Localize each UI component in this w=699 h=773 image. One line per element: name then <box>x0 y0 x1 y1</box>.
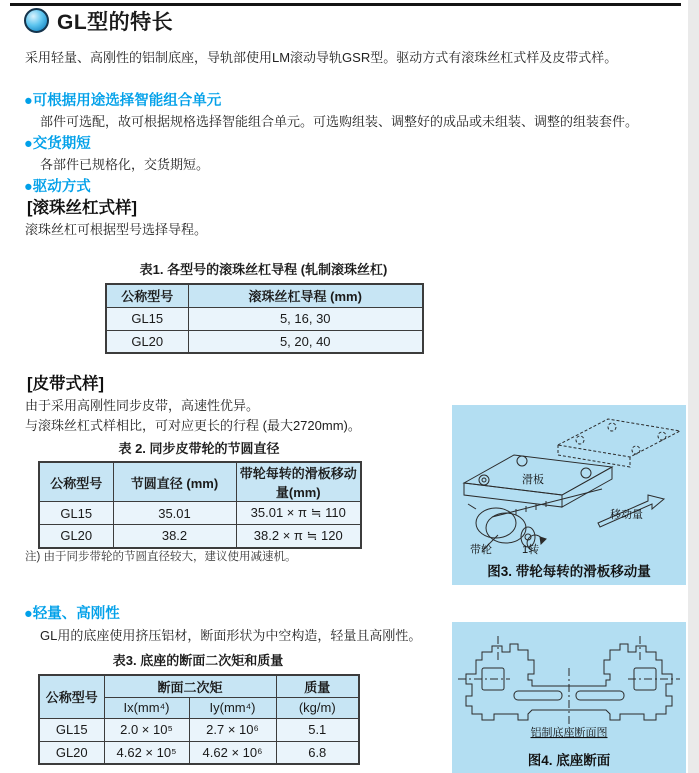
table2-pulley-diameter <box>38 461 362 549</box>
bullet-icon: ● <box>24 136 33 152</box>
paper-edge <box>688 0 699 773</box>
fig3-label-movement: 移动量 <box>610 509 643 521</box>
table3-header-moment: 断面二次矩 <box>104 675 276 697</box>
figure4-box <box>452 622 686 773</box>
ballscrew-body: 滚珠丝杠可根据型号选择导程。 <box>25 222 208 237</box>
fig4-label-section: 铝制底座断面图 <box>530 727 608 739</box>
table2-header-model: 公称型号 <box>39 462 113 502</box>
feature-label: 可根据用途选择智能组合单元 <box>32 93 222 109</box>
table3-caption: 表3. 底座的断面二次矩和质量 <box>112 653 284 668</box>
table3-subheader-kgm: (kg/m) <box>276 697 359 718</box>
table2-cell-model: GL15 <box>39 502 113 525</box>
table1-header-lead: 滚珠丝杠导程 (mm) <box>188 284 423 307</box>
table3-cell-mass: 5.1 <box>276 718 359 741</box>
bullet-icon: ● <box>24 606 33 622</box>
table3-cell-model: GL20 <box>39 741 104 764</box>
table2-cell-travel: 35.01 × π ≒ 110 <box>236 502 361 525</box>
feature-body-delivery: 各部件已规格化，交货期短。 <box>40 157 210 172</box>
belt-heading: [皮带式样] <box>27 375 104 393</box>
table3-subheader-ix: Ix(mm⁴) <box>104 697 189 718</box>
table2-cell-model: GL20 <box>39 525 113 548</box>
table-row <box>39 525 361 548</box>
table2-cell-diameter: 35.01 <box>113 502 236 525</box>
feature-heading-lightweight <box>24 602 120 623</box>
intro-paragraph: 采用轻量、高刚性的铝制底座，导轨部使用LM滚动导轨GSR型。驱动方式有滚珠丝杠式样及皮带式样。 <box>25 50 618 65</box>
feature-label: 驱动方式 <box>32 179 91 195</box>
feature-heading-smart-combo <box>24 89 221 110</box>
table-row <box>106 307 423 330</box>
table-row <box>106 330 423 353</box>
table1-caption: 表1. 各型号的滚珠丝杠导程 (轧制滚珠丝杠) <box>139 262 388 277</box>
page-title: GL型的特长 <box>57 11 174 34</box>
bullet-icon: ● <box>24 179 33 195</box>
feature-label: 交货期短 <box>32 136 91 152</box>
bullet-icon: ● <box>24 93 33 109</box>
figure3-box <box>452 405 686 585</box>
table-row <box>39 741 359 764</box>
figure3-pulley-diagram <box>452 405 686 555</box>
table1-cell-lead: 5, 16, 30 <box>188 307 423 330</box>
table3-moment-mass <box>38 674 360 765</box>
figure4-cross-section <box>452 622 686 742</box>
sphere-icon <box>24 8 49 33</box>
belt-note: 注) 由于同步带轮的节圆直径较大，建议使用减速机。 <box>25 551 297 563</box>
feature-heading-drive <box>24 175 91 196</box>
table3-cell-iy: 2.7 × 10⁶ <box>189 718 276 741</box>
table3-cell-iy: 4.62 × 10⁶ <box>189 741 276 764</box>
table1-cell-model: GL20 <box>106 330 188 353</box>
fig3-label-pulley: 带轮 <box>470 544 492 555</box>
feature-label: 轻量、高刚性 <box>32 606 120 622</box>
fig3-label-rotation: 1转 <box>522 544 540 555</box>
table1-cell-model: GL15 <box>106 307 188 330</box>
lightweight-body: GL用的底座使用挤压铝材，断面形状为中空构造，轻量且高刚性。 <box>40 628 422 643</box>
belt-body2: 与滚珠丝杠式样相比，可对应更长的行程 (最大2720mm)。 <box>25 418 361 433</box>
table-row <box>39 718 359 741</box>
table3-subheader-iy: Iy(mm⁴) <box>189 697 276 718</box>
table-row <box>39 502 361 525</box>
table2-cell-travel: 38.2 × π ≒ 120 <box>236 525 361 548</box>
table2-header-diameter: 节圆直径 (mm) <box>113 462 236 502</box>
feature-heading-delivery <box>24 132 91 153</box>
table2-caption: 表 2. 同步皮带轮的节圆直径 <box>118 441 280 456</box>
table1-ballscrew-lead <box>105 283 424 354</box>
ballscrew-heading: [滚珠丝杠式样] <box>27 199 137 217</box>
table3-cell-model: GL15 <box>39 718 104 741</box>
table3-header-model: 公称型号 <box>39 675 104 718</box>
table3-cell-ix: 4.62 × 10⁵ <box>104 741 189 764</box>
belt-body1: 由于采用高刚性同步皮带，高速性优异。 <box>25 398 260 413</box>
feature-body-smart-combo: 部件可选配，故可根据规格选择智能组合单元。可选购组装、调整好的成品或未组装、调整的组装套件。 <box>40 114 639 129</box>
table1-cell-lead: 5, 20, 40 <box>188 330 423 353</box>
figure4-caption: 图4. 底座断面 <box>527 753 611 768</box>
fig3-label-slider: 滑板 <box>522 474 544 486</box>
table2-header-travel: 带轮每转的滑板移动量(mm) <box>236 462 361 502</box>
table3-cell-mass: 6.8 <box>276 741 359 764</box>
table1-header-model: 公称型号 <box>106 284 188 307</box>
table3-header-mass: 质量 <box>276 675 359 697</box>
table3-cell-ix: 2.0 × 10⁵ <box>104 718 189 741</box>
figure3-caption: 图3. 带轮每转的滑板移动量 <box>487 564 651 579</box>
table2-cell-diameter: 38.2 <box>113 525 236 548</box>
